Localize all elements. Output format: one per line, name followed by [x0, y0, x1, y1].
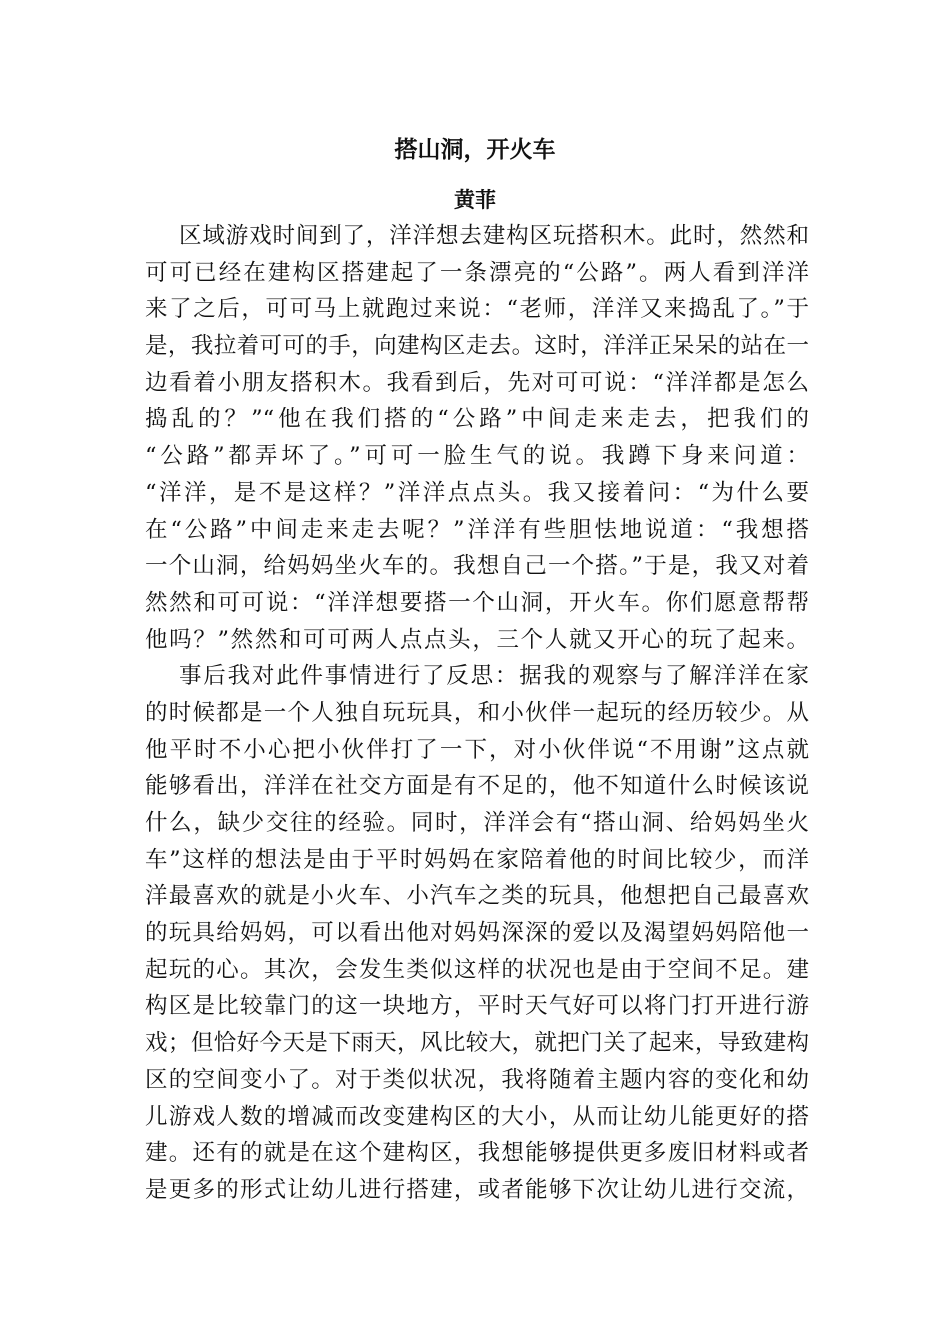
text-line: 儿游戏人数的增减而改变建构区的大小，从而让幼儿能更好的搭: [145, 1103, 809, 1130]
text-line: 什么，缺少交往的经验。同时，洋洋会有“搭山洞、给妈妈坐火: [145, 810, 809, 836]
text-line: 一个山洞，给妈妈坐火车的。我想自己一个搭。”于是，我又对着: [145, 553, 809, 580]
text-line: 的时候都是一个人独自玩玩具，和小伙伴一起玩的经历较少。从: [145, 699, 809, 726]
text-line: 捣乱的？”“他在我们搭的“公路”中间走来走去，把我们的: [145, 406, 809, 433]
text-line: 他平时不小心把小伙伴打了一下，对小伙伴说“不用谢”这点就: [145, 736, 809, 763]
text-line: 然然和可可说：“洋洋想要搭一个山洞，开火车。你们愿意帮帮: [145, 589, 809, 616]
text-line: 事后我对此件事情进行了反思：据我的观察与了解洋洋在家: [179, 663, 809, 690]
document-body: [145, 218, 809, 1209]
text-line: 洋最喜欢的就是小火车、小汽车之类的玩具，他想把自己最喜欢: [145, 883, 809, 910]
text-line: 他吗？”然然和可可两人点点头，三个人就又开心的玩了起来。: [145, 626, 809, 653]
text-line: “公路”都弄坏了。”可可一脸生气的说。我蹲下身来问道：: [145, 443, 809, 470]
document-title: 搭山洞，开火车: [394, 137, 556, 163]
text-line: 构区是比较靠门的这一块地方，平时天气好可以将门打开进行游: [145, 993, 809, 1020]
text-line: 建。还有的就是在这个建构区，我想能够提供更多废旧材料或者: [145, 1140, 809, 1167]
text-line: 在“公路”中间走来走去呢？”洋洋有些胆怯地说道：“我想搭: [145, 516, 809, 543]
text-line: 戏；但恰好今天是下雨天，风比较大，就把门关了起来，导致建构: [145, 1030, 809, 1057]
text-line: 是，我拉着可可的手，向建构区走去。这时，洋洋正呆呆的站在一: [145, 333, 809, 360]
text-line: 起玩的心。其次，会发生类似这样的状况也是由于空间不足。建: [145, 956, 809, 983]
text-line: 车”这样的想法是由于平时妈妈在家陪着他的时间比较少，而洋: [145, 846, 809, 873]
text-line: 可可已经在建构区搭建起了一条漂亮的“公路”。两人看到洋洋: [145, 259, 809, 286]
text-line: 区的空间变小了。对于类似状况，我将随着主题内容的变化和幼: [145, 1066, 809, 1093]
text-line: 的玩具给妈妈，可以看出他对妈妈深深的爱以及渴望妈妈陪他一: [145, 920, 809, 947]
text-line: 来了之后，可可马上就跑过来说：“老师，洋洋又来捣乱了。”于: [145, 296, 809, 323]
text-line: 是更多的形式让幼儿进行搭建，或者能够下次让幼儿进行交流，: [145, 1176, 809, 1203]
text-line: 能够看出，洋洋在社交方面是有不足的，他不知道什么时候该说: [145, 773, 809, 800]
text-line: “洋洋，是不是这样？”洋洋点点头。我又接着问：“为什么要: [145, 479, 809, 506]
document-author: 黄菲: [454, 188, 496, 212]
text-line: 区域游戏时间到了，洋洋想去建构区玩搭积木。此时，然然和: [179, 223, 809, 249]
text-line: 边看着小朋友搭积木。我看到后，先对可可说：“洋洋都是怎么: [145, 369, 809, 396]
